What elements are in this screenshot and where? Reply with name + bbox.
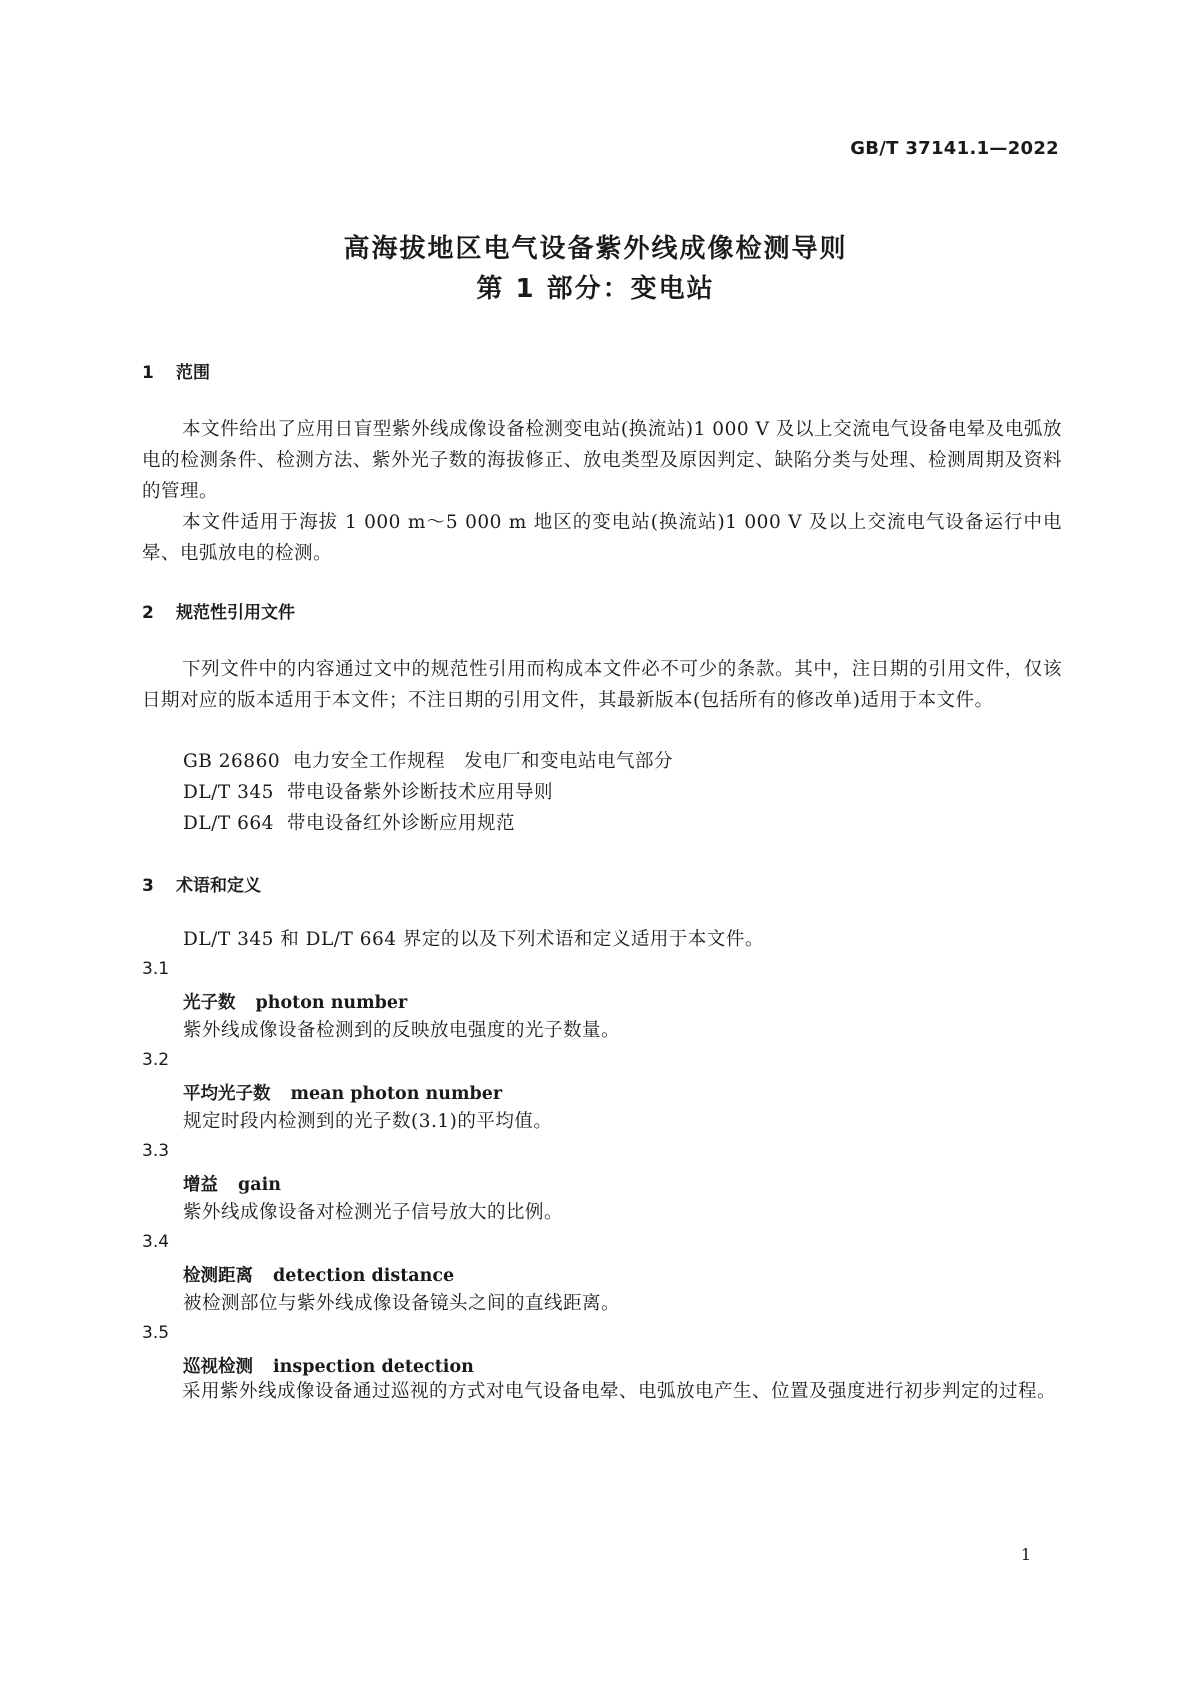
term-title (183, 1262, 454, 1287)
term-title (183, 989, 407, 1014)
document-title: 高海拔地区电气设备紫外线成像检测导则 (343, 234, 848, 264)
paragraph: 本文件适用于海拔 1 000 m～5 000 m 地区的变电站(换流站)1 000 V 及以上交流电气设备运行中电晕、电弧放电的检测。 (142, 512, 1062, 564)
term-number: 3.1 (142, 959, 170, 979)
section-number: 2 (142, 603, 154, 623)
standard-code: GB/T 37141.1—2022 (850, 138, 1059, 159)
section-3-heading (142, 871, 261, 896)
term-number: 3.4 (142, 1232, 170, 1252)
term-number: 3.5 (142, 1323, 170, 1343)
section-title: 规范性引用文件 (176, 603, 295, 623)
reference-title: 电力安全工作规程 发电厂和变电站电气部分 (293, 751, 674, 772)
reference-code: DL/T 345 (183, 782, 274, 803)
paragraph: 本文件给出了应用日盲型紫外线成像设备检测变电站(换流站)1 000 V 及以上交流电气设备电晕及电弧放电的检测条件、检测方法、紫外光子数的海拔修正、放电类型及原因判定、缺陷分类与处理、检测周期及资料的管理。 (142, 419, 1062, 502)
term-number: 3.2 (142, 1050, 170, 1070)
term-zh: 检测距离 (183, 1266, 253, 1286)
term-en: photon number (255, 993, 408, 1013)
term-en: mean photon number (290, 1084, 503, 1104)
section-title: 范围 (176, 363, 210, 383)
term-definition: 规定时段内检测到的光子数(3.1)的平均值。 (183, 1111, 553, 1132)
section-number: 1 (142, 363, 154, 383)
term-zh: 巡视检测 (183, 1357, 253, 1377)
term-zh: 光子数 (183, 993, 236, 1013)
terms-intro: DL/T 345 和 DL/T 664 界定的以及下列术语和定义适用于本文件。 (183, 929, 764, 950)
term-definition: 紫外线成像设备对检测光子信号放大的比例。 (183, 1202, 564, 1223)
reference-code: GB 26860 (183, 751, 281, 772)
reference-item (183, 778, 553, 804)
reference-item (183, 809, 515, 835)
term-zh: 平均光子数 (183, 1084, 271, 1104)
term-title (183, 1171, 281, 1196)
section-1-heading (142, 358, 210, 383)
reference-title: 带电设备紫外诊断技术应用导则 (287, 782, 554, 803)
section-number: 3 (142, 876, 154, 896)
term-definition: 紫外线成像设备检测到的反映放电强度的光子数量。 (183, 1020, 621, 1041)
section-2-heading (142, 598, 295, 623)
reference-title: 带电设备红外诊断应用规范 (287, 813, 516, 834)
term-title (183, 1080, 502, 1105)
term-zh: 增益 (183, 1175, 218, 1195)
reference-code: DL/T 664 (183, 813, 274, 834)
term-definition: 被检测部位与紫外线成像设备镜头之间的直线距离。 (183, 1293, 621, 1314)
term-en: detection distance (273, 1266, 455, 1286)
term-title (183, 1353, 474, 1378)
term-definition (142, 1376, 1062, 1407)
section-1-body (142, 414, 1062, 569)
paragraph: 采用紫外线成像设备通过巡视的方式对电气设备电晕、电弧放电产生、位置及强度进行初步判定的过程。 (182, 1381, 1057, 1402)
term-en: gain (238, 1175, 281, 1195)
page-number: 1 (1020, 1545, 1031, 1564)
paragraph: 下列文件中的内容通过文中的规范性引用而构成本文件必不可少的条款。其中，注日期的引用文件，仅该日期对应的版本适用于本文件；不注日期的引用文件，其最新版本(包括所有的修改单)适用于本文件。 (142, 659, 1062, 711)
section-2-body (142, 654, 1062, 716)
term-number: 3.3 (142, 1141, 170, 1161)
document-subtitle: 第 1 部分：变电站 (476, 274, 715, 304)
reference-item (183, 747, 673, 773)
section-title: 术语和定义 (176, 876, 261, 896)
term-en: inspection detection (273, 1357, 474, 1377)
